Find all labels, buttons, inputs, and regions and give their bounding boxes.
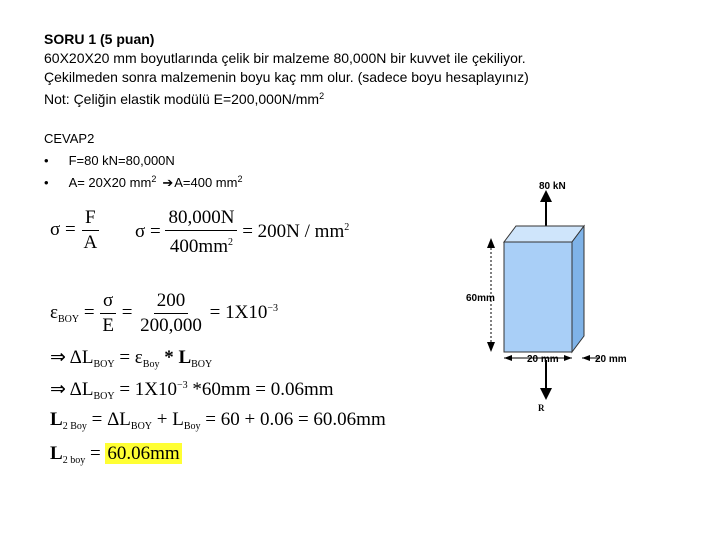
subscript-boy: BOY [93,391,115,402]
note-sup: 2 [319,91,325,101]
bullet-1-text: F=80 kN=80,000N [68,153,175,168]
block-top-face [504,226,584,242]
bullet-dot: • [44,153,49,168]
equals-sign: = [119,379,131,400]
force-top-label: 80 kN [539,181,566,192]
block-front-face [504,242,572,352]
square-sup: 2 [344,221,350,233]
delta-l: ΔL [69,347,94,368]
denominator-a: A [83,232,98,253]
exponent: −3 [267,302,278,314]
equals-sign: = [83,301,95,323]
answer-heading: CEVAP2 [44,131,95,146]
numerator-80000: 80,000N [165,207,237,231]
bullet-2 [44,174,242,191]
force-arrow-down-icon [540,388,552,400]
bullet-2-text-b: A=400 mm [174,175,238,190]
numerator-f: F [82,207,99,231]
sigma-symbol: σ [135,220,146,242]
question-line-1: 60X20X20 mm boyutlarında çelik bir malzeme 80,000N bir kuvvet ile çekiliyor. [44,50,526,66]
width-arrow-left-icon [504,355,512,361]
bullet-1 [44,153,175,168]
sigma-result: 200N / mm [257,220,345,242]
width2-arrow-left-icon [582,355,590,361]
formula-sigma-def [50,207,100,254]
question-title: SORU 1 (5 puan) [44,31,155,47]
delta-l: ΔL [69,379,94,400]
formula-delta-l [50,346,212,370]
width-label-2: 20 mm [595,354,627,365]
equals-sign: = [119,347,131,368]
numerator-sigma: σ [100,290,116,314]
length-l2: L [50,443,63,464]
denominator-400 [167,231,236,258]
bullet-2-text-a: A= 20X20 mm [68,175,152,190]
strain-result: 1X10 [225,301,268,323]
note-text: Not: Çeliğin elastik modülü E=200,000N/mm [44,91,320,107]
bullet-2-sup-2: 2 [237,174,243,184]
equals-sign: = [150,220,161,242]
fraction-200-over-200000 [137,290,205,337]
delta-l-term: = ΔL [91,409,131,430]
formula-strain [50,290,278,337]
epsilon-symbol: ε [134,347,143,368]
multiply-star: * [164,347,174,368]
formula-sigma-value [135,207,349,258]
height-label: 60mm [466,293,495,304]
equals-sign: = [209,301,221,323]
length-l: L [178,347,192,368]
formula-final-answer [50,443,182,466]
question-line-2: Çekilmeden sonra malzemenin boyu kaç mm olur. (sadece boyu hesaplayınız) [44,69,529,85]
implies-arrow-icon: ⇒ [50,347,66,368]
bullet-2-sup-1: 2 [151,174,157,184]
square-sup: 2 [227,237,233,248]
height-arrow-up-icon [487,238,495,248]
formula-delta-l-value [50,378,334,402]
equals-sign: = [121,301,133,323]
subscript-boy-lower: Boy [142,359,160,370]
subscript-boy: BOY [93,359,115,370]
subscript-boy-lower: Boy [183,421,201,432]
denominator-200000: 200,000 [140,315,202,336]
final-answer-highlight: 60.06mm [107,443,180,464]
height-arrow-down-icon [487,342,495,352]
bottom-label: R [538,403,545,413]
block-side-face [572,226,584,352]
denominator-400-text: 400mm [169,236,228,257]
exponent: −3 [177,380,188,391]
fraction-f-over-a [80,207,100,254]
question-note [44,87,324,109]
length-l2: L [50,409,63,430]
subscript-2boy-lower: 2 boy [62,455,86,466]
bullet-dot: • [44,175,49,190]
strain-value: 1X10 [134,379,178,400]
formula-final-length [50,409,386,432]
subscript-boy: BOY [130,421,153,432]
subscript-2boy: 2 Boy [62,421,87,432]
equals-sign: = [65,218,76,240]
subscript-boy: BOY [191,359,213,370]
plus-l-term: + L [156,409,184,430]
denominator-e: E [102,315,114,336]
final-sum: = 60 + 0.06 = 60.06mm [205,409,386,430]
width-arrow-right-icon [564,355,572,361]
width-label-1: 20 mm [527,354,559,365]
epsilon-symbol: ε [50,301,58,323]
numerator-200: 200 [154,290,189,314]
fraction-sigma-over-e [99,290,117,337]
arrow-right-icon: ➔ [162,175,174,190]
sigma-symbol: σ [50,218,61,240]
delta-l-result: *60mm = 0.06mm [192,379,334,400]
fraction-force-over-area [165,207,237,258]
equals-sign: = [242,220,253,242]
implies-arrow-icon: ⇒ [50,379,66,400]
subscript-boy: BOY [57,313,80,325]
equals-sign: = [89,443,101,464]
